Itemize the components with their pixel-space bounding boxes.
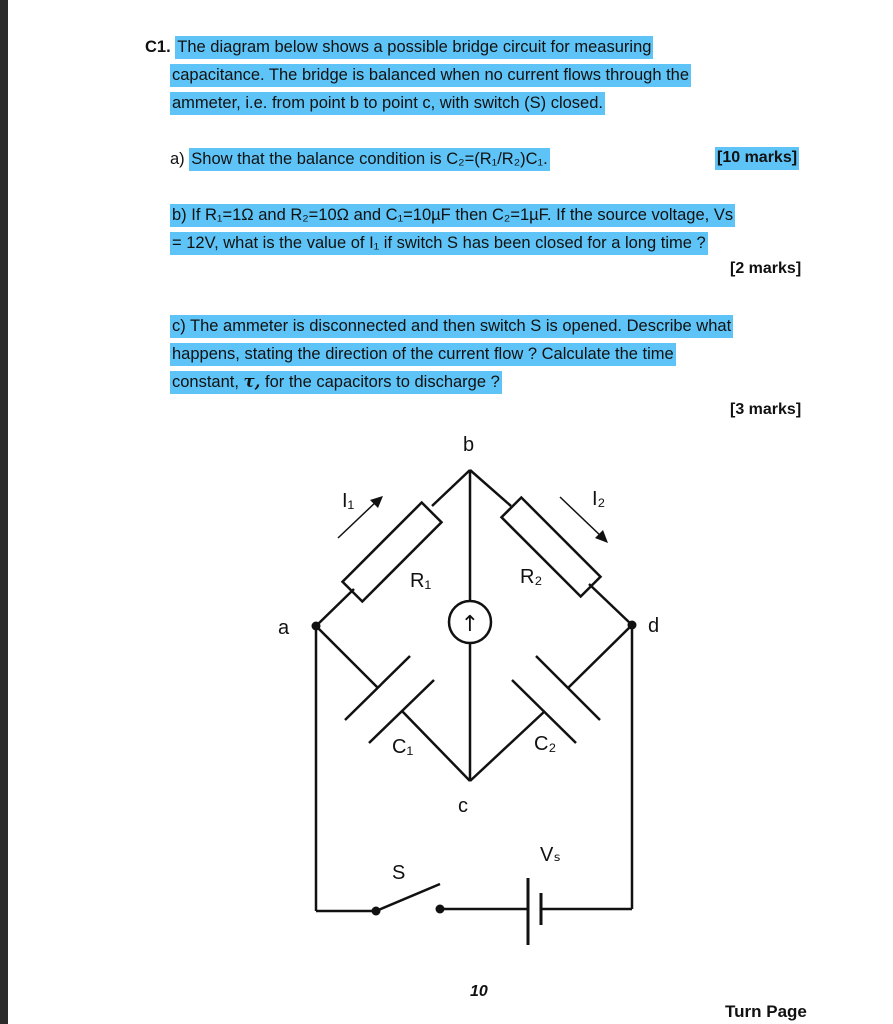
wire-r1-a bbox=[316, 589, 354, 626]
part-a-prefix: a) bbox=[170, 150, 190, 168]
part-c-text-2: happens, stating the direction of the current flow ? Calculate the time bbox=[170, 343, 676, 366]
part-a-marks: [10 marks] bbox=[715, 147, 799, 170]
part-b-text-2: = 12V, what is the value of I₁ if switch S has been closed for a long time ? bbox=[170, 232, 708, 255]
switch-label: S bbox=[392, 862, 406, 884]
part-b-text-1: b) If R₁=1Ω and R₂=10Ω and C₁=10µF then C₂=1µF. If the source voltage, Vs bbox=[170, 204, 735, 227]
r2-label: R₂ bbox=[520, 566, 543, 588]
wire-b-r1 bbox=[432, 470, 470, 506]
c2-label: C₂ bbox=[534, 733, 557, 755]
part-c-text-3a: constant, bbox=[172, 373, 244, 391]
switch-s-lever bbox=[376, 884, 440, 911]
i1-label: I₁ bbox=[342, 490, 355, 512]
node-b-label: b bbox=[463, 434, 475, 456]
bridge-circuit-diagram bbox=[8, 0, 893, 1024]
part-a-text: Show that the balance condition is C₂=(R₁/R₂)C₁. bbox=[189, 148, 549, 171]
document-page bbox=[8, 0, 893, 1024]
r1-label: R₁ bbox=[410, 570, 432, 592]
part-c-marks: [3 marks] bbox=[730, 401, 802, 418]
intro-text-3: ammeter, i.e. from point b to point c, with switch (S) closed. bbox=[170, 92, 605, 115]
node-d-label: d bbox=[648, 615, 660, 637]
i2-label: I₂ bbox=[592, 488, 606, 510]
intro-text-2: capacitance. The bridge is balanced when no current flows through the bbox=[170, 64, 691, 87]
source-label: Vₛ bbox=[540, 844, 561, 866]
part-b-marks: [2 marks] bbox=[730, 260, 802, 277]
resistor-r2 bbox=[502, 498, 601, 597]
part-c-text-1: c) The ammeter is disconnected and then switch S is opened. Describe what bbox=[170, 315, 733, 338]
c1-label: C₁ bbox=[392, 736, 414, 758]
intro-text-1: The diagram below shows a possible bridge circuit for measuring bbox=[175, 36, 653, 59]
page-number: 10 bbox=[470, 983, 488, 1000]
turn-page-label: Turn Page bbox=[725, 1002, 807, 1021]
ammeter-arrow-icon: ↑ bbox=[460, 612, 480, 637]
part-c-text-3b: for the capacitors to discharge ? bbox=[260, 373, 500, 391]
wire-a-c1 bbox=[316, 626, 378, 688]
wire-r2-d bbox=[589, 584, 632, 625]
question-number: C1. bbox=[145, 38, 171, 56]
node-a-label: a bbox=[278, 617, 290, 639]
wire-d-c2 bbox=[568, 625, 632, 688]
wire-b-r2 bbox=[470, 470, 511, 506]
tau-symbol: τ, bbox=[243, 372, 261, 391]
node-c-label: c bbox=[458, 795, 468, 817]
